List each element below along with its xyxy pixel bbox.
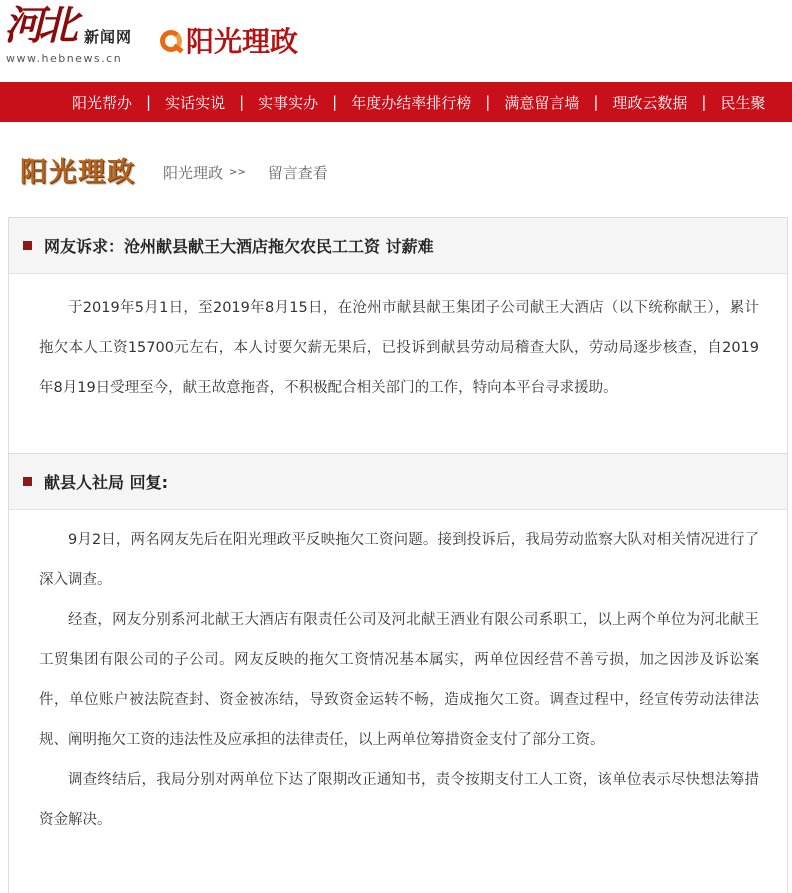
main-nav xyxy=(0,82,792,122)
reply-header xyxy=(9,454,787,510)
complaint-header xyxy=(9,218,787,274)
breadcrumb-separator: >> xyxy=(229,167,246,178)
reply-panel xyxy=(8,453,788,893)
nav-separator: | xyxy=(239,93,245,111)
nav-item-truth-talk[interactable]: 实话实说 xyxy=(165,93,226,112)
bullet-square-icon xyxy=(23,241,32,250)
news-site-label: 新闻网 xyxy=(84,28,133,46)
page-title: 阳光理政 xyxy=(20,157,136,188)
complaint-panel xyxy=(8,217,788,454)
nav-item-sunshine-help[interactable]: 阳光帮办 xyxy=(72,93,133,112)
reply-title: 献县人社局 回复: xyxy=(44,473,168,492)
nav-item-satisfaction-wall[interactable]: 满意留言墙 xyxy=(504,93,580,112)
nav-item-livelihood[interactable]: 民生聚 xyxy=(720,93,766,112)
complaint-title: 网友诉求：沧州献县献王大酒店拖欠农民工工资 讨薪难 xyxy=(44,237,434,256)
reply-body xyxy=(9,510,787,840)
nav-item-annual-ranking[interactable]: 年度办结率排行榜 xyxy=(351,93,472,112)
bullet-square-icon xyxy=(23,477,32,486)
complaint-paragraph: 于2019年5月1日，至2019年8月15日，在沧州市献县献王集团子公司献王大酒店（以下统称献王），累计拖欠本人工资15700元左右，本人讨要欠薪无果后，已投诉到献县劳动局稽查大队，劳动局逐步核查，自2019年8月19日受理至今，献王故意拖沓，不积极配合相关部门的工作，特向本平台寻求援助。 xyxy=(39,300,759,396)
nav-item-practical-affairs[interactable]: 实事实办 xyxy=(258,93,319,112)
nav-separator: | xyxy=(593,93,599,111)
breadcrumb-current: 留言查看 xyxy=(267,164,328,182)
site-url: www.hebnews.cn xyxy=(6,52,123,65)
breadcrumb-home[interactable]: 阳光理政 xyxy=(163,164,224,182)
magnifier-ring-icon xyxy=(160,30,182,52)
reply-paragraph-2: 经查，网友分别系河北献王大酒店有限责任公司及河北献王酒业有限公司系职工，以上两个单位为河北献王工贸集团有限公司的子公司。网友反映的拖欠工资情况基本属实，两单位因经营不善亏损，加之因涉及诉讼案件，单位账户被法院查封、资金被冻结，导致资金运转不畅，造成拖欠工资。调查过程中，经宣传劳动法律法规、阐明拖欠工资的违法性及应承担的法律责任，以上两单位筹措资金支付了部分工资。 xyxy=(39,612,759,748)
nav-separator: | xyxy=(701,93,707,111)
hebnews-logo[interactable] xyxy=(4,4,154,68)
reply-paragraph-3: 调查终结后，我局分别对两单位下达了限期改正通知书，责令按期支付工人工资，该单位表示尽快想法筹措资金解决。 xyxy=(39,772,759,828)
nav-separator: | xyxy=(332,93,338,111)
brand-logo-text: 阳光理政 xyxy=(186,25,299,58)
nav-separator: | xyxy=(485,93,491,111)
complaint-body xyxy=(9,274,787,408)
page-title-row xyxy=(0,122,792,216)
breadcrumb xyxy=(163,162,328,183)
hebei-calligraphy-logo: 河北 xyxy=(4,2,72,49)
nav-item-cloud-data[interactable]: 理政云数据 xyxy=(612,93,688,112)
site-header xyxy=(0,0,792,82)
reply-paragraph-1: 9月2日，两名网友先后在阳光理政平反映拖欠工资问题。接到投诉后，我局劳动监察大队对相关情况进行了深入调查。 xyxy=(39,532,759,588)
nav-separator: | xyxy=(146,93,152,111)
